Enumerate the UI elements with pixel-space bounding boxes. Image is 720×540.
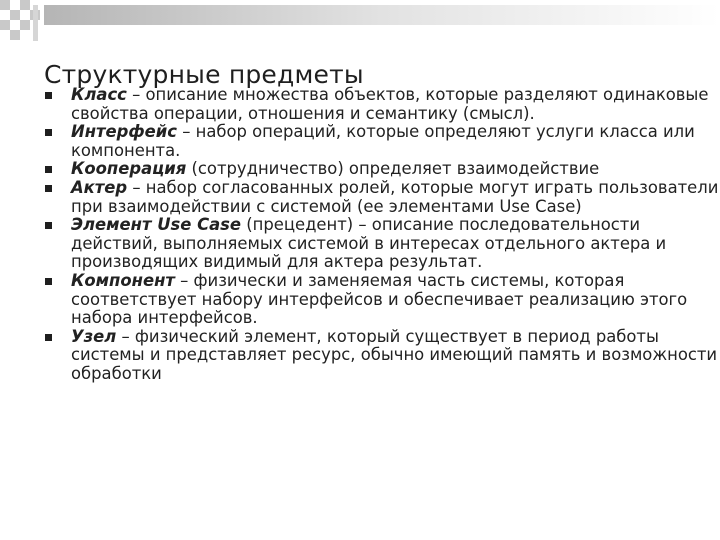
bullet-list [44,86,720,384]
item-text: (прецедент) – описание последовательности действий, выполняемых системой в интересах отдельного актера и производящих видимый для актера результат. [71,215,667,272]
item-term: Кооперация [71,159,187,179]
item-term: Актер [71,177,128,197]
list-item [44,272,720,328]
square-bullet-icon [45,92,52,99]
item-text: (сотрудничество) определяет взаимодействие [186,159,600,179]
item-term: Элемент Use Case [71,215,242,235]
item-term: Компонент [71,270,175,290]
square-bullet-icon [45,129,52,136]
item-text: – набор согласованных ролей, которые могут играть пользователи при взаимодействии с системой (ее элементами Use Case) [71,177,719,216]
square-bullet-icon [45,222,52,229]
item-text: – физически и заменяемая часть системы, которая соответствует набору интерфейсов и обеспечивает реализацию этого набора интерфейсов. [71,270,688,328]
list-item [44,123,720,160]
header-gradient-bar [44,5,720,25]
item-text: – описание множества объектов, которые разделяют одинаковые свойства операции, отношения и семантику (смысл). [71,85,709,123]
header-vertical-accent [33,5,38,41]
checkered-corner-decoration [0,0,720,46]
item-term: Узел [71,326,117,346]
item-text: – физический элемент, который существует в период работы системы и представляет ресурс, обычно имеющий память и возможности обработки [71,326,718,383]
list-item [44,160,720,179]
square-bullet-icon [45,185,52,192]
slide-title: Структурные предметы [44,60,364,89]
item-term: Класс [71,85,127,104]
square-bullet-icon [45,166,52,173]
list-item [44,328,720,384]
square-bullet-icon [45,278,52,285]
item-term: Интерфейс [71,122,177,142]
list-item [44,179,720,216]
square-bullet-icon [45,334,52,341]
list-item [44,216,720,272]
list-item [44,86,720,123]
item-text: – набор операций, которые определяют услуги класса или компонента. [71,122,695,160]
